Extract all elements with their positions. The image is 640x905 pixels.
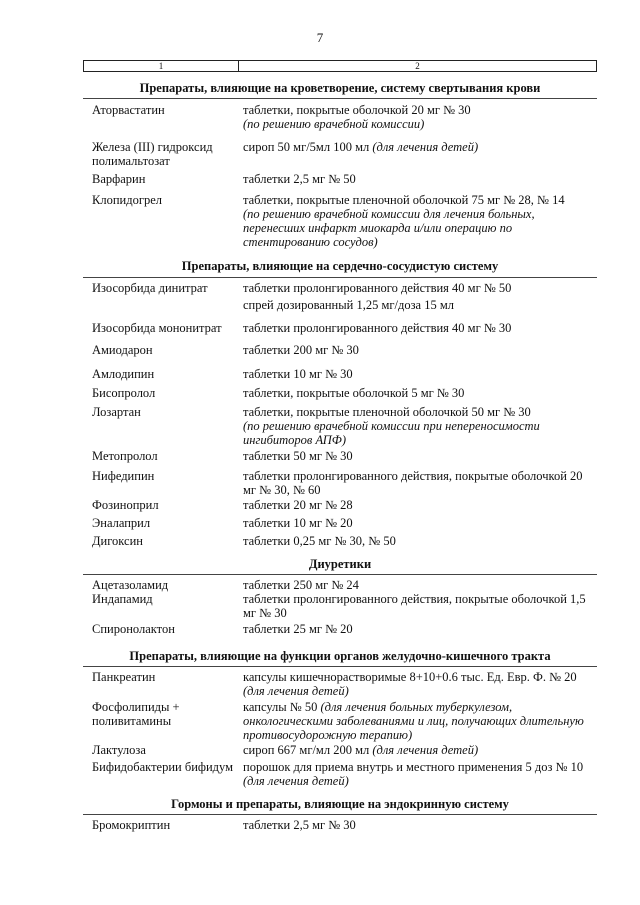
drug-form: таблетки, покрытые пленочной оболочкой 50 мг № 30 (243, 405, 531, 419)
drug-name: Нифедипин (92, 469, 155, 483)
drug-name: Эналаприл (92, 516, 151, 530)
column-header-2: 2 (415, 61, 420, 71)
section-divider (83, 666, 597, 667)
drug-note: (для лечения детей) (372, 743, 479, 757)
drug-form: таблетки, покрытые пленочной оболочкой 75 мг № 28, № 14 (243, 193, 565, 207)
drug-name: Метопролол (92, 449, 158, 463)
drug-name: Индапамид (92, 592, 153, 606)
drug-name: Ацетазоламид (92, 578, 169, 592)
drug-form: порошок для приема внутрь и местного применения 5 доз № 10 (243, 760, 584, 774)
drug-form: таблетки 20 мг № 28 (243, 498, 353, 512)
drug-note: (для лечения детей) (243, 774, 349, 788)
section-divider (83, 574, 597, 575)
drug-description (243, 760, 593, 788)
drug-form: таблетки, покрытые оболочкой 20 мг № 30 (243, 103, 471, 117)
drug-form: таблетки пролонгированного действия 40 мг № 30 (243, 321, 512, 335)
drug-form: таблетки 0,25 мг № 30, № 50 (243, 534, 396, 548)
section-title: Препараты, влияющие на функции органов желудочно-кишечного тракта (129, 649, 551, 663)
drug-description (243, 405, 593, 447)
drug-description (243, 193, 593, 249)
drug-description (243, 103, 593, 131)
drug-name: Изосорбида динитрат (92, 281, 208, 295)
drug-form: таблетки 200 мг № 30 (243, 343, 359, 357)
column-header-table (83, 60, 597, 72)
drug-form: таблетки 25 мг № 20 (243, 622, 353, 636)
drug-name: Изосорбида мононитрат (92, 321, 222, 335)
drug-form: таблетки пролонгированного действия, покрытые оболочкой 20 мг № 30, № 60 (243, 469, 583, 497)
drug-name: Амлодипин (92, 367, 155, 381)
drug-name: Варфарин (92, 172, 146, 186)
drug-form: таблетки 10 мг № 20 (243, 516, 353, 530)
section-divider (83, 98, 597, 99)
drug-name: Панкреатин (92, 670, 156, 684)
column-header-1: 1 (84, 61, 239, 71)
drug-form: таблетки 10 мг № 30 (243, 367, 353, 381)
drug-form: таблетки пролонгированного действия, покрытые оболочкой 1,5 мг № 30 (243, 592, 586, 620)
drug-name: Клопидогрел (92, 193, 162, 207)
drug-name: Спиронолактон (92, 622, 175, 636)
drug-note: (по решению врачебной комиссии при непереносимости ингибиторов АПФ) (243, 419, 540, 447)
drug-name: Лозартан (92, 405, 141, 419)
section-title: Препараты, влияющие на сердечно-сосудистую систему (181, 259, 499, 273)
drug-form: таблетки 250 мг № 24 (243, 578, 359, 592)
drug-name: Амиодарон (92, 343, 153, 357)
section-divider (83, 277, 597, 278)
section-title: Гормоны и препараты, влияющие на эндокринную систему (171, 797, 509, 811)
drug-name: Бисопролол (92, 386, 156, 400)
drug-note: (по решению врачебной комиссии для лечения больных, перенесших инфаркт миокарда и/или операцию по стентированию сосудов) (243, 207, 535, 249)
drug-note: (для лечения детей) (243, 684, 349, 698)
drug-form: сироп 50 мг/5мл 100 мл (243, 140, 370, 154)
drug-note: (для лечения больных туберкулезом, онкологическими заболеваниями и лиц, получающих длительную противосудорожную терапию) (243, 700, 584, 742)
drug-form: таблетки 2,5 мг № 30 (243, 818, 356, 832)
section-title: Диуретики (308, 557, 372, 571)
drug-form: капсулы кишечнорастворимые 8+10+0.6 тыс. Ед. Евр. Ф. № 20 (243, 670, 577, 684)
drug-name: Бромокриптин (92, 818, 171, 832)
drug-name: Фосфолипиды + поливитамины (92, 700, 180, 728)
drug-description (243, 140, 593, 154)
drug-form: спрей дозированный 1,25 мг/доза 15 мл (243, 298, 454, 312)
drug-note: (для лечения детей) (372, 140, 479, 154)
section-title: Препараты, влияющие на кроветворение, систему свертывания крови (139, 81, 541, 95)
drug-name: Железа (III) гидроксид полимальтозат (92, 140, 213, 168)
drug-description (243, 670, 593, 698)
drug-name: Дигоксин (92, 534, 143, 548)
drug-form: сироп 667 мг/мл 200 мл (243, 743, 370, 757)
section-divider (83, 814, 597, 815)
drug-name: Бифидобактерии бифидум (92, 760, 234, 774)
page-number: 7 (316, 30, 324, 45)
drug-form: таблетки, покрытые оболочкой 5 мг № 30 (243, 386, 465, 400)
drug-description (243, 700, 593, 742)
drug-name: Фозиноприл (92, 498, 159, 512)
drug-description (243, 743, 593, 757)
drug-name: Аторвастатин (92, 103, 165, 117)
drug-form: таблетки 50 мг № 30 (243, 449, 353, 463)
drug-name: Лактулоза (92, 743, 146, 757)
drug-form: таблетки пролонгированного действия 40 мг № 50 (243, 281, 512, 295)
drug-form: капсулы № 50 (243, 700, 318, 714)
drug-form: таблетки 2,5 мг № 50 (243, 172, 356, 186)
drug-note: (по решению врачебной комиссии) (243, 117, 425, 131)
